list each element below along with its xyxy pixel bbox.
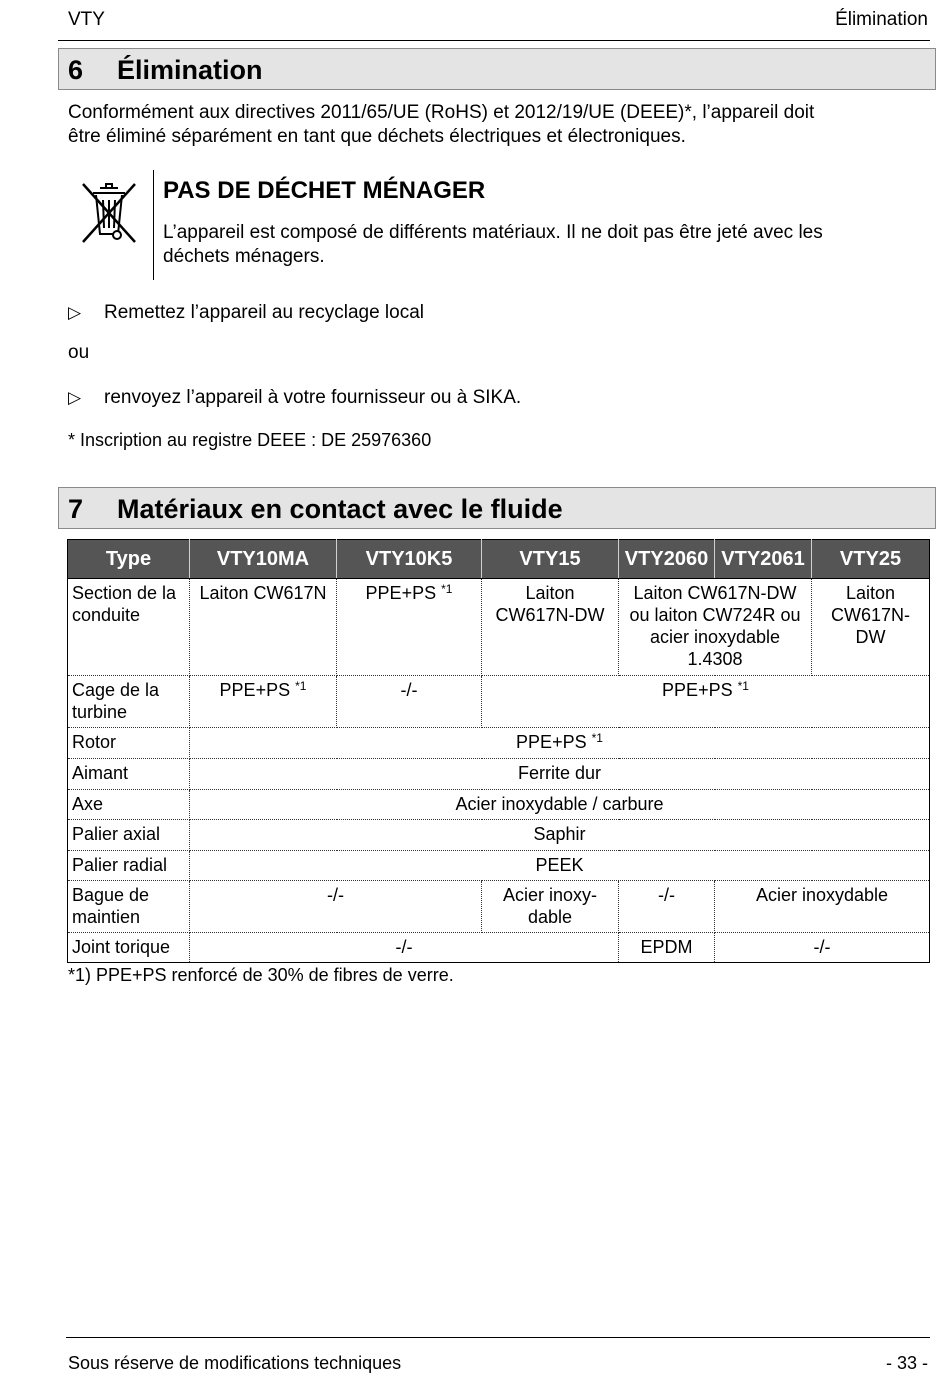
header-type: Type [68, 540, 190, 579]
table-cell: PPE+PS $^{*1}$ [482, 676, 930, 728]
section-6-heading [58, 48, 936, 90]
table-cell: Acier inoxydable [715, 881, 930, 933]
disposal-intro-line-1: Conformément aux directives 2011/65/UE (RoHS) et 2012/19/UE (DEEE)*, l’appareil doit [68, 102, 815, 123]
header-vty2061: VTY2061 [715, 540, 812, 579]
warning-text-line-1: L’appareil est composé de différents matériaux. Il ne doit pas être jeté avec les [163, 222, 823, 243]
header-vty10ma: VTY10MA [190, 540, 337, 579]
section-7-heading [58, 487, 936, 529]
table-cell: Ferrite dur [190, 759, 930, 790]
warning-title: PAS DE DÉCHET MÉNAGER [163, 177, 486, 204]
warning-text [163, 221, 923, 269]
table-row [68, 728, 930, 759]
table-cell: -/- [715, 933, 930, 963]
header-divider [58, 40, 930, 41]
crossed-out-wheelie-bin-icon [80, 182, 138, 244]
table-row [68, 579, 930, 676]
instruction-step-2-text: renvoyez l’appareil à votre fournisseur ou à SIKA. [104, 387, 522, 408]
table-cell: PPE+PS $^{*1}$ [190, 728, 930, 759]
section-7-title: Matériaux en contact avec le fluide [117, 494, 563, 524]
row-label-axial-bearing: Palier axial [68, 820, 190, 851]
table-row [68, 759, 930, 790]
section-6-title: Élimination [117, 55, 263, 85]
table-cell: -/- [619, 881, 715, 933]
header-vty10k5: VTY10K5 [337, 540, 482, 579]
table-row [68, 676, 930, 728]
table-row [68, 851, 930, 881]
header-vty15: VTY15 [482, 540, 619, 579]
table-cell: -/- [190, 881, 482, 933]
page-number: - 33 - [885, 1353, 928, 1373]
row-label-o-ring: Joint torique [68, 933, 190, 963]
table-cell: Laiton CW617N [190, 579, 337, 676]
row-label-axis: Axe [68, 790, 190, 820]
table-cell: Laiton CW617N- DW [812, 579, 930, 676]
table-cell: PEEK [190, 851, 930, 881]
table-cell: -/- [190, 933, 619, 963]
table-row [68, 790, 930, 820]
section-7-number: 7 [68, 494, 84, 524]
header-chapter: Élimination [835, 9, 928, 30]
row-label-radial-bearing: Palier radial [68, 851, 190, 881]
row-label-pipe-section: Section de la conduite [68, 579, 190, 676]
instruction-step-1 [68, 302, 424, 324]
table-row [68, 881, 930, 933]
table-cell: Acier inoxy- dable [482, 881, 619, 933]
table-footnote: *1) PPE+PS renforcé de 30% de fibres de verre. [68, 965, 454, 985]
step-arrow-icon: ▷ [68, 388, 82, 407]
disposal-intro [68, 101, 928, 149]
table-cell: Acier inoxydable / carbure [190, 790, 930, 820]
table-cell: PPE+PS $^{*1}$ [337, 579, 482, 676]
row-label-magnet: Aimant [68, 759, 190, 790]
footer-disclaimer: Sous réserve de modifications techniques [68, 1353, 402, 1373]
header-product: VTY [68, 9, 105, 30]
materials-table [67, 539, 930, 963]
instruction-step-2 [68, 387, 521, 409]
row-label-rotor: Rotor [68, 728, 190, 759]
footer-divider [66, 1337, 930, 1338]
section-6-number: 6 [68, 55, 84, 85]
table-cell: Laiton CW617N-DW [482, 579, 619, 676]
header-vty2060: VTY2060 [619, 540, 715, 579]
table-cell: PPE+PS $^{*1}$ [190, 676, 337, 728]
row-label-retaining-ring: Bague de maintien [68, 881, 190, 933]
header-vty25: VTY25 [812, 540, 930, 579]
table-row [68, 820, 930, 851]
table-cell: Saphir [190, 820, 930, 851]
instruction-step-1-text: Remettez l’appareil au recyclage local [104, 302, 424, 323]
disposal-intro-line-2: être éliminé séparément en tant que déchets électriques et électroniques. [68, 126, 686, 147]
weee-registration-note: * Inscription au registre DEEE : DE 25976360 [68, 430, 432, 450]
warning-text-line-2: déchets ménagers. [163, 246, 325, 267]
step-arrow-icon: ▷ [68, 303, 82, 322]
or-text: ou [68, 342, 90, 363]
table-header-row [68, 540, 930, 579]
table-row [68, 933, 930, 963]
row-label-turbine-cage: Cage de la turbine [68, 676, 190, 728]
table-cell: -/- [337, 676, 482, 728]
table-cell: Laiton CW617N-DW ou laiton CW724R ou acier inoxydable 1.4308 [619, 579, 812, 676]
table-cell: EPDM [619, 933, 715, 963]
warning-divider [153, 170, 154, 280]
